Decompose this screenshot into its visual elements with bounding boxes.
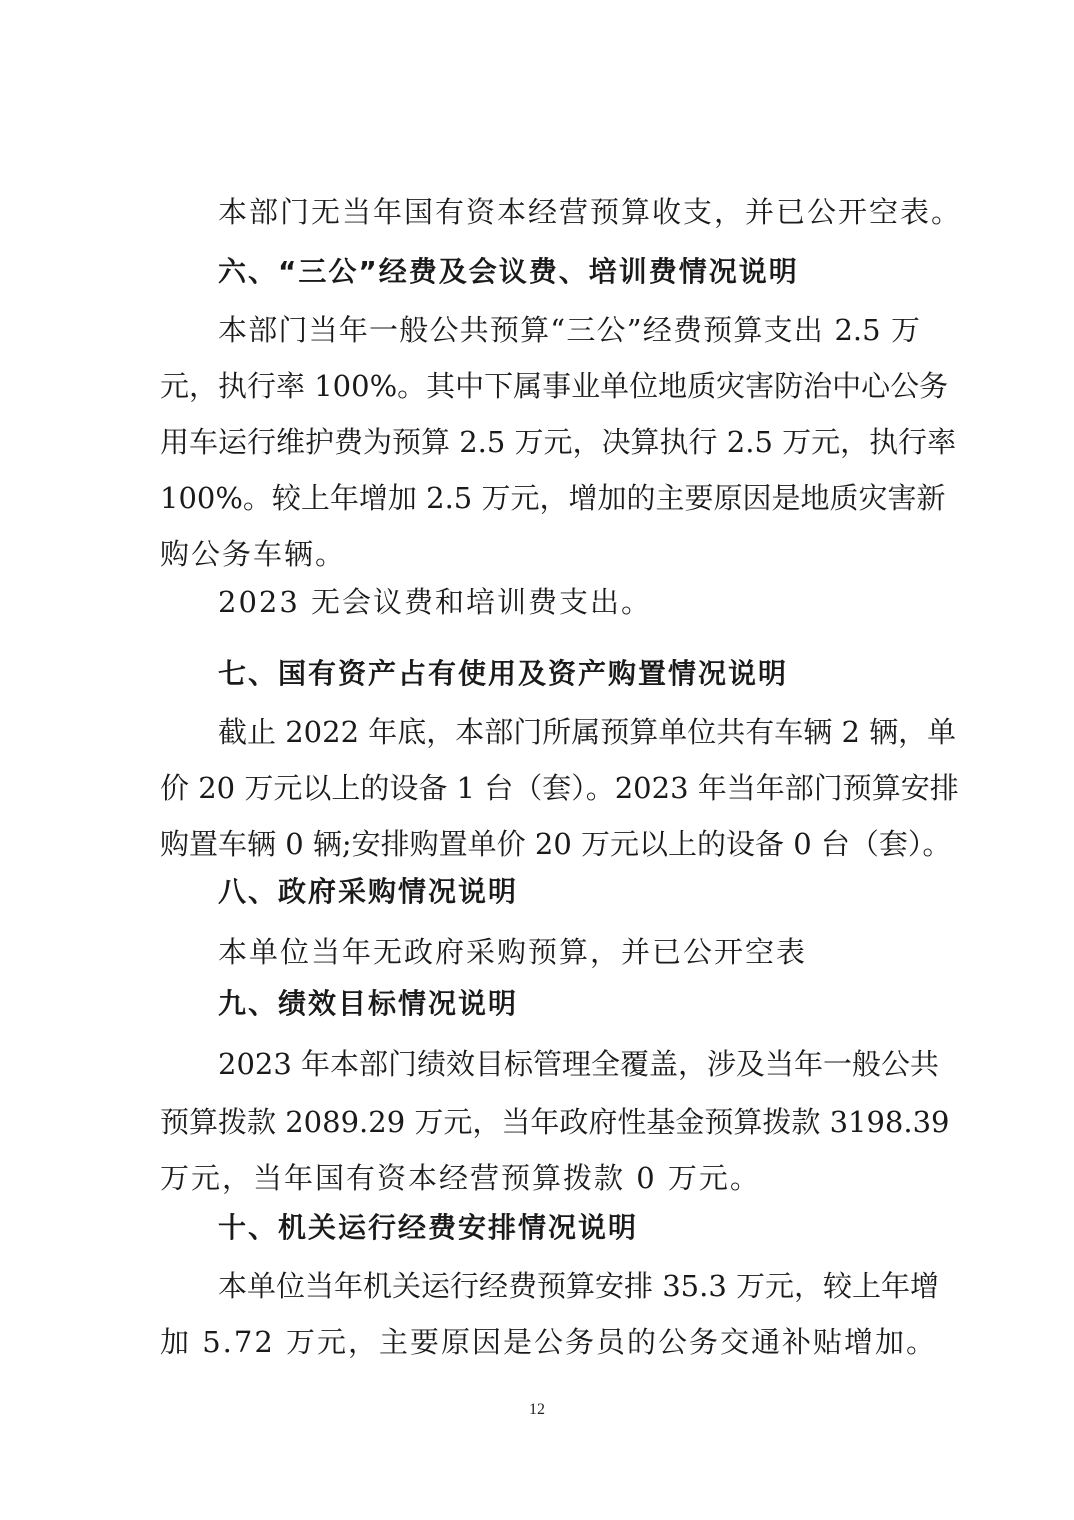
paragraph-line: 元，执行率 100%。其中下属事业单位地质灾害防治中心公务: [160, 369, 949, 403]
paragraph-line: 2023 无会议费和培训费支出。: [218, 585, 653, 619]
paragraph-line: 购公务车辆。: [160, 537, 347, 571]
paragraph-line: 本部门无当年国有资本经营预算收支，并已公开空表。: [218, 195, 963, 229]
paragraph-line: 用车运行维护费为预算 2.5 万元，决算执行 2.5 万元，执行率: [160, 425, 957, 459]
paragraph-line: 100%。较上年增加 2.5 万元，增加的主要原因是地质灾害新: [160, 481, 946, 515]
paragraph-line: 预算拨款 2089.29 万元，当年政府性基金预算拨款 3198.39: [160, 1105, 950, 1139]
paragraph-line: 本单位当年无政府采购预算，并已公开空表: [218, 935, 808, 969]
section-heading-seven: 七、国有资产占有使用及资产购置情况说明: [218, 657, 789, 690]
paragraph-line: 本单位当年机关运行经费预算安排 35.3 万元，较上年增: [218, 1269, 940, 1303]
paragraph-line: 万元，当年国有资本经营预算拨款 0 万元。: [160, 1161, 761, 1195]
paragraph-line: 截止 2022 年底，本部门所属预算单位共有车辆 2 辆，单: [218, 715, 957, 749]
paragraph-line: 2023 年本部门绩效目标管理全覆盖，涉及当年一般公共: [218, 1047, 940, 1081]
section-heading-six: 六、“三公”经费及会议费、培训费情况说明: [218, 255, 799, 288]
section-heading-nine: 九、绩效目标情况说明: [218, 987, 519, 1020]
paragraph-line: 本部门当年一般公共预算“三公”经费预算支出 2.5 万: [218, 313, 920, 347]
section-heading-eight: 八、政府采购情况说明: [218, 875, 519, 908]
paragraph-line: 购置车辆 0 辆;安排购置单价 20 万元以上的设备 0 台（套）。: [160, 827, 952, 861]
section-heading-ten: 十、机关运行经费安排情况说明: [218, 1211, 639, 1244]
page-number: 12: [529, 1401, 545, 1418]
paragraph-line: 加 5.72 万元，主要原因是公务员的公务交通补贴增加。: [160, 1325, 938, 1359]
paragraph-line: 价 20 万元以上的设备 1 台（套）。2023 年当年部门预算安排: [160, 771, 959, 805]
